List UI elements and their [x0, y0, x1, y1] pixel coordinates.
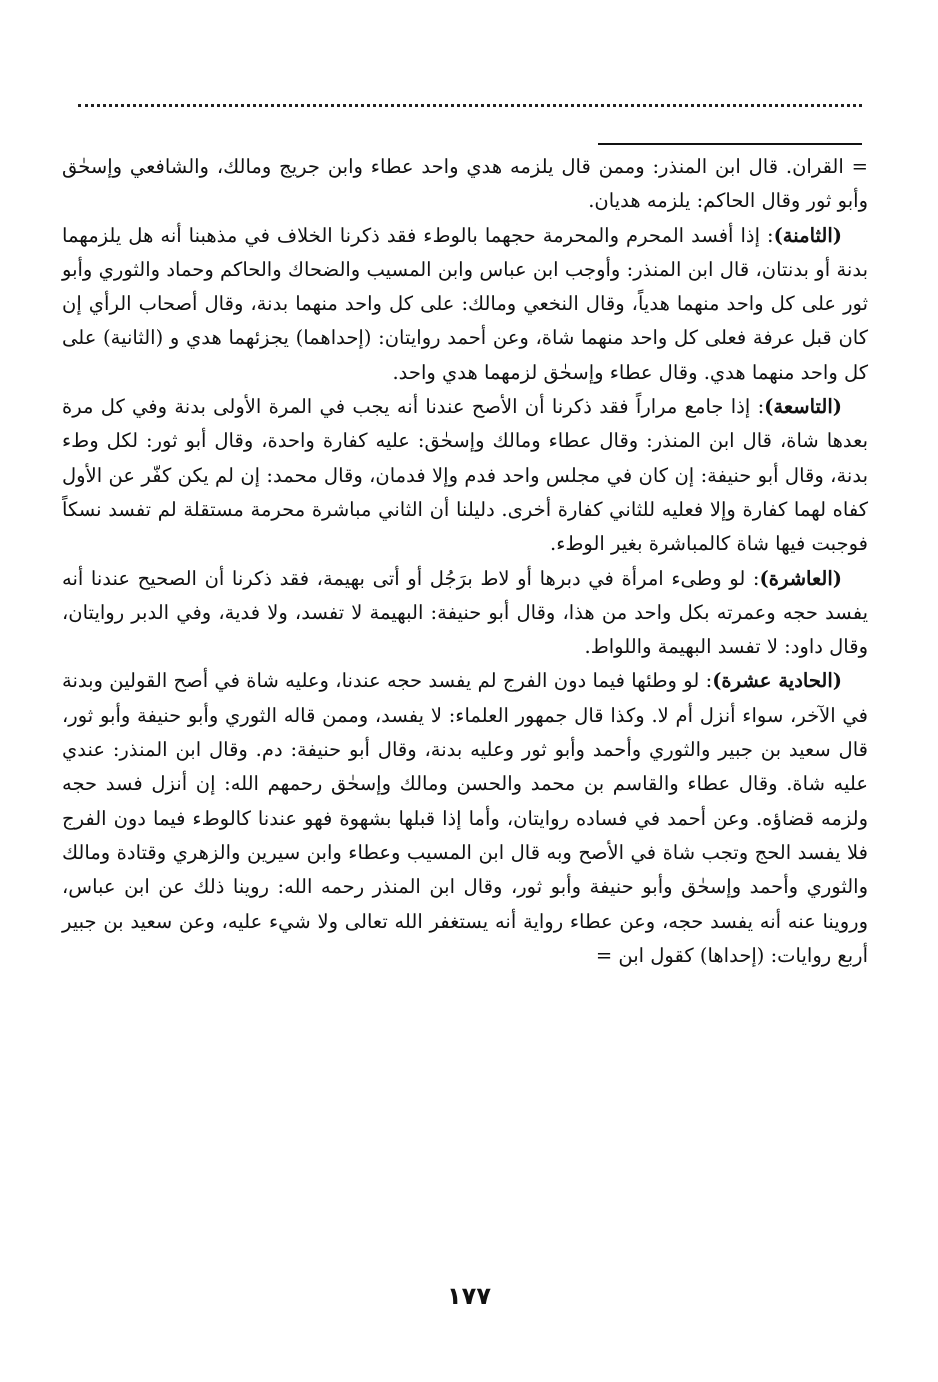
paragraph-eighth	[62, 219, 868, 390]
paragraph-lead: (الثامنة)	[773, 223, 842, 247]
page-number: ١٧٧	[447, 1282, 491, 1310]
paragraph-text: : إذا أفسد المحرم والمحرمة حجهما بالوطء فقد ذكرنا الخلاف في مذهبنا أنه هل يلزمهما بدنة أو بدنتان، قال ابن المنذر: وأوجب ابن عباس وابن المسيب والضحاك والحاكم وحماد والثوري وأبو ثور على كل واحد منهما هدياً، وقال النخعي ومالك: على كل واحد منهما بدنة، وقال أصحاب الرأي إن كان قبل عرفة فعلى كل واحد منهما شاة، وعن أحمد روايتان: (إحداهما) يجزئهما هدي و (الثانية) على كل واحد منهما هدي. وقال عطاء وإسحٰق لزمهما هدي واحد.	[62, 223, 868, 384]
paragraph-lead: (الحادية عشرة)	[712, 669, 843, 693]
paragraph-text: : لو وطىء امرأة في دبرها أو لاط برَجُل أو أتى بهيمة، فقد ذكرنا أن الصحيح عندنا أنه يفسد حجه وعمرته بكل واحد من هذا، وقال أبو حنيفة: البهيمة لا تفسد، ولا فدية، وفي الدبر روايتان، وقال داود: لا تفسد البهيمة واللواط.	[62, 566, 868, 659]
paragraph-tenth	[62, 562, 868, 665]
continuation-marker: =	[851, 155, 868, 178]
paragraph-lead: (العاشرة)	[759, 566, 842, 590]
paragraph-continuation	[62, 150, 868, 219]
paragraph-lead: (التاسعة)	[764, 395, 842, 419]
paragraph-text: : لو وطئها فيما دون الفرج لم يفسد حجه عندنا، وعليه شاة في أصح القولين وبدنة في الآخر، سواء أنزل أم لا. وكذا قال جمهور العلماء: لا يفسد، وممن قاله الثوري وأبو حنيفة وأبو ثور، قال سعيد بن جبير والثوري وأحمد وأبو ثور وعليه بدنة، وقال أبو حنيفة: دم. وقال ابن المنذر: عندي عليه شاة. وقال عطاء والقاسم بن محمد والحسن ومالك وإسحٰق رحمهم الله: إن أنزل فسد حجه ولزمه قضاؤه. وعن أحمد في فساده روايتان، وأما إذا قبلها بشهوة فهو عندنا كالوطء فيما دون الفرج فلا يفسد الحج وتجب شاة في الأصح وبه قال ابن المسيب وعطاء وابن سيرين والزهري وقتادة ومالك والثوري وأحمد وإسحٰق وأبو حنيفة وأبو ثور، وقال ابن المنذر رحمه الله: روينا ذلك عن ابن عباس، وروينا عنه أنه يفسد حجه، وعن عطاء رواية أنه يستغفر الله تعالى ولا شيء عليه، وعن سعيد بن جبير أربع روايات: (إحداها) كقول ابن =	[62, 669, 868, 967]
paragraph-text: : إذا جامع مراراً فقد ذكرنا أن الأصح عندنا أنه يجب في المرة الأولى بدنة وفي كل مرة بعدها شاة، قال ابن المنذر: وقال عطاء ومالك وإسحٰق: عليه كفارة واحدة، وقال أبو ثور: لكل وطء بدنة، وقال أبو حنيفة: إن كان في مجلس واحد فدم وإلا فدمان، وقال محمد: إن لم يكن كفّر عن الأول كفاه لهما كفارة وإلا فعليه للثاني كفارة أخرى. دليلنا أن الثاني مباشرة محرمة مستقلة لم تفسد نسكاً فوجبت فيها شاة كالمباشرة بغير الوطء.	[62, 395, 868, 556]
paragraph-ninth	[62, 390, 868, 561]
footnote-separator-rule	[598, 143, 862, 145]
paragraph-text: القران. قال ابن المنذر: وممن قال يلزمه هدي واحد عطاء وابن جريج ومالك، والشافعي وإسحٰق وأبو ثور وقال الحاكم: يلزمه هديان.	[62, 155, 868, 213]
footnote-text-block	[62, 150, 868, 973]
paragraph-eleventh	[62, 664, 868, 973]
header-dotted-rule	[78, 104, 862, 107]
